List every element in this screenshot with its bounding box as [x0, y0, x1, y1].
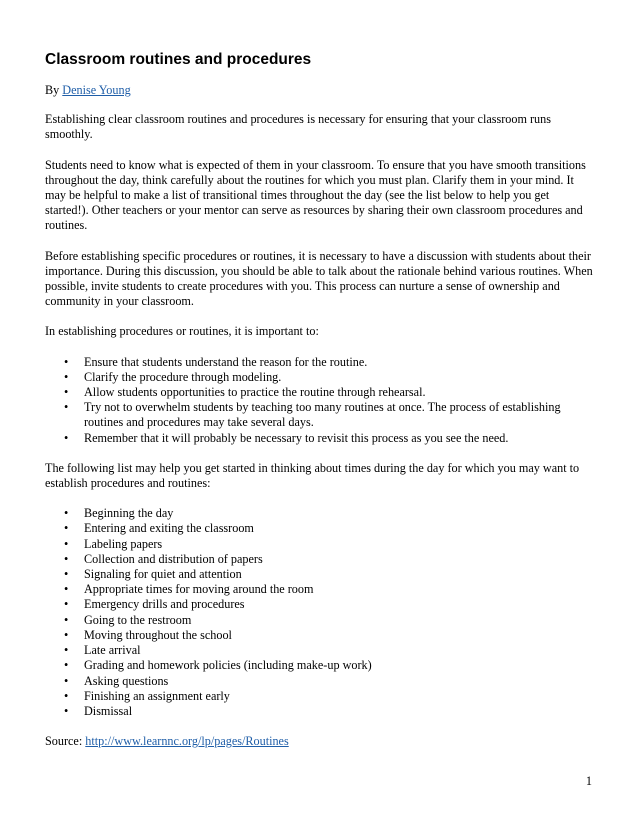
list-item: • Beginning the day — [84, 506, 594, 521]
page-title: Classroom routines and procedures — [45, 51, 312, 68]
list-item: • Asking questions — [84, 674, 594, 689]
list-item: • Appropriate times for moving around the room — [84, 582, 594, 597]
important-list — [45, 355, 594, 446]
byline — [45, 83, 594, 98]
discussion-paragraph: Before establishing specific procedures or routines, it is necessary to have a discussion with students about their importance. During this discussion, you should be able to talk about the rationale behind various routines. When possible, invite students to create procedures with you. This process can nurture a sense of ownership and community in your classroom. — [45, 248, 593, 309]
list-item: • Dismissal — [84, 704, 594, 719]
author-link[interactable]: Denise Young — [62, 83, 131, 97]
list-item: • Allow students opportunities to practice the routine through rehearsal. — [84, 385, 594, 400]
list-item: • Grading and homework policies (including make-up work) — [84, 658, 594, 673]
list-item: • Going to the restroom — [84, 613, 594, 628]
byline-prefix: By — [45, 83, 63, 97]
intro-paragraph: Establishing clear classroom routines and procedures is necessary for ensuring that your classroom runs smoothly. — [45, 112, 551, 142]
list-item: • Try not to overwhelm students by teaching too many routines at once. The process of establishing routines and procedures may take several days. — [84, 400, 594, 430]
list-item: • Late arrival — [84, 643, 594, 658]
source-prefix: Source: — [45, 734, 86, 749]
expectations-paragraph: Students need to know what is expected of them in your classroom. To ensure that you have smooth transitions throughout the day, think carefully about the routines for which you must plan. Clarify them in your mind. It may be helpful to make a list of transitional times throughout the day (see the list below to help you get started!). Other teachers or your mentor can serve as resources by sharing their own classroom procedures and routines. — [45, 157, 586, 233]
list-item: • Ensure that students understand the reason for the routine. — [84, 355, 594, 370]
source-link[interactable]: http://www.learnnc.org/lp/pages/Routines — [85, 734, 289, 749]
source-line — [45, 734, 594, 749]
list-intro-paragraph: The following list may help you get started in thinking about times during the day for which you may want to establish procedures and routines: — [45, 460, 580, 491]
list-item: • Entering and exiting the classroom — [84, 521, 594, 536]
list-item: • Moving throughout the school — [84, 628, 594, 643]
list-item: • Emergency drills and procedures — [84, 597, 594, 612]
list-item: • Finishing an assignment early — [84, 689, 594, 704]
important-intro: In establishing procedures or routines, it is important to: — [45, 324, 319, 339]
list-item: • Clarify the procedure through modeling. — [84, 370, 594, 385]
list-item: • Collection and distribution of papers — [84, 552, 594, 567]
list-item: • Remember that it will probably be necessary to revisit this process as you see the need. — [84, 431, 594, 446]
page-number: 1 — [585, 774, 592, 788]
list-item: • Labeling papers — [84, 537, 594, 552]
times-list — [45, 506, 594, 719]
list-item: • Signaling for quiet and attention — [84, 567, 594, 582]
